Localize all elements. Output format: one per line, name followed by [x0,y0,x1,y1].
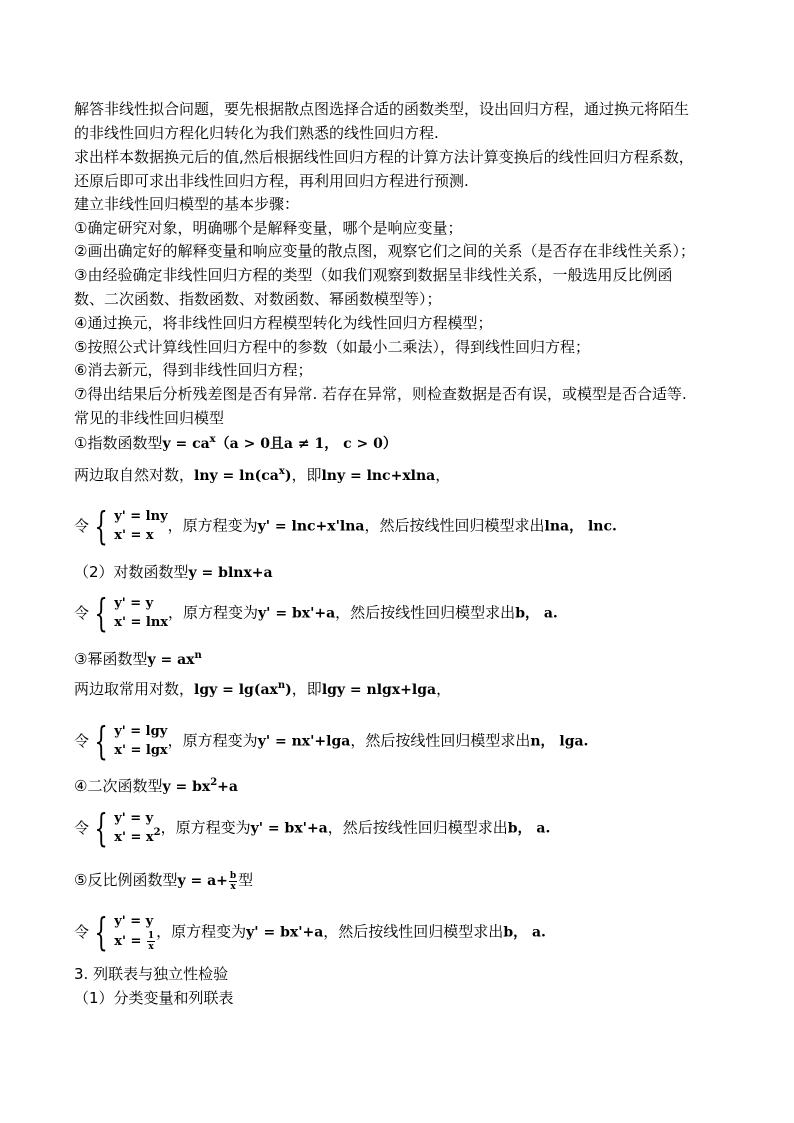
section-heading: 3. 列联表与独立性检验 [74,965,229,983]
brace-icon: { [94,504,108,548]
fraction: $\frac{b}{x}$ [229,870,237,892]
model-power-log: 两边取常用对数，$\lg y = \lg(ax^n)$，即lgy = nlgx+lga， [74,680,452,698]
step-item: ⑤按照公式计算线性回归方程中的参数（如最小二乘法），得到线性回归方程； [74,338,590,356]
model-exponential-title: ①指数函数型$y = ca^x(a > 0$且a ≠ 1， c > 0） [74,434,397,452]
equation-system: 令 { y' = y x' = $\frac{1}{x}$ [74,910,155,954]
section-heading: 常见的非线性回归模型 [74,409,225,427]
step-item: 数、二次函数、指数函数、对数函数、幂函数模型等）； [74,290,442,308]
model-log-substitution: 令 { y' = y x' = lnx ，原方程变为y' = bx'+a，然后按线性回归模型求出b， a. [74,591,558,635]
fraction: $\frac{1}{x}$ [147,931,155,952]
brace-icon: { [94,719,108,763]
step-item: ①确定研究对象，明确哪个是解释变量，哪个是响应变量； [74,219,463,237]
formula: $y = ca^x$ [162,434,216,452]
model-quadratic-substitution: 令 { y' = y $x' = x^2$ ，原方程变为y' = bx'+a，然后按线性回归模型求出b， a. [74,806,551,850]
model-quadratic-title: ④二次函数型$y = bx^2+a$ [74,777,238,795]
model-inverse-title: ⑤反比例函数型y = a+ $\frac{b}{x}$ 型 [74,870,254,892]
model-exponential-log: 两边取自然对数，$\ln y = \ln(ca^x)$，即lny = lnc+xlna， [74,466,451,484]
equation-system: 令 { y' = lgy x' = lgx [74,719,168,763]
brace-icon: { [94,591,108,635]
paragraph-line: 还原后即可求出非线性回归方程，再利用回归方程进行预测. [74,172,469,190]
subsection-heading: （1）分类变量和列联表 [74,989,234,1007]
paragraph-line: 的非线性回归方程化归转化为我们熟悉的线性回归方程. [74,124,439,142]
model-log-title: （2）对数函数型y = blnx+a [74,563,273,581]
equation-system: 令 { y' = y $x' = x^2$ [74,806,161,850]
paragraph-line: 解答非线性拟合问题，要先根据散点图选择合适的函数类型，设出回归方程，通过换元将陌生 [74,100,690,118]
step-item: ③由经验确定非线性回归方程的类型（如我们观察到数据呈非线性关系，一般选用反比例函 [74,266,673,284]
step-item: ④通过换元，将非线性回归方程模型转化为线性回归方程模型； [74,314,493,332]
section-heading: 建立非线性回归模型的基本步骤： [74,195,300,213]
paragraph-line: 求出样本数据换元后的值,然后根据线性回归方程的计算方法计算变换后的线性回归方程系数， [74,148,694,166]
step-item: ⑥消去新元，得到非线性回归方程； [74,361,313,379]
model-power-title: ③幂函数型$y = ax^n$ [74,650,202,668]
model-power-substitution: 令 { y' = lgy x' = lgx ，原方程变为y' = nx'+lga，然后按线性回归模型求出n， lga. [74,719,589,763]
brace-icon: { [94,910,108,954]
model-inverse-substitution: 令 { y' = y x' = $\frac{1}{x}$ ，原方程变为y' = bx'+a，然后按线性回归模型求出b， a. [74,910,546,954]
step-item: ⑦得出结果后分析残差图是否有异常. 若存在异常，则检查数据是否有误，或模型是否合适等. [74,385,687,403]
model-exponential-substitution: 令 { y' = lny x' = x ，原方程变为y' = lnc+x'lna，然后按线性回归模型求出lna， lnc. [74,504,617,548]
equation-system: 令 { y' = y x' = lnx [74,591,169,635]
brace-icon: { [94,806,108,850]
equation-system: 令 { y' = lny x' = x [74,504,168,548]
step-item: ②画出确定好的解释变量和响应变量的散点图，观察它们之间的关系（是否存在非线性关系）； [74,242,695,260]
